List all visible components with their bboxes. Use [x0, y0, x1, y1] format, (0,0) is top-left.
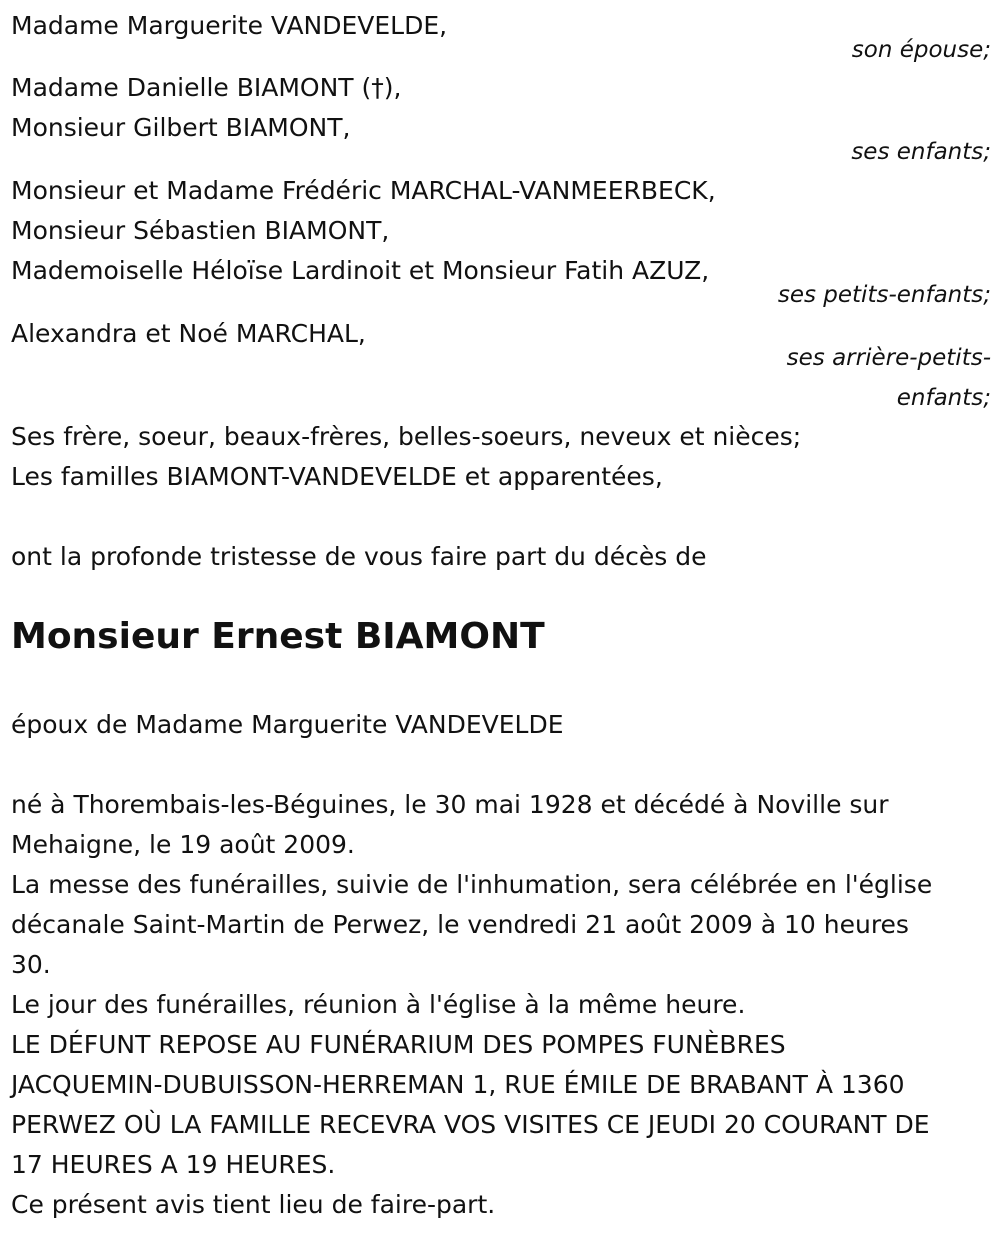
detail-line: LE DÉFUNT REPOSE AU FUNÉRARIUM DES POMPES FUNÈBRES: [11, 1030, 786, 1059]
detail-line: Mehaigne, le 19 août 2009.: [11, 830, 355, 859]
child-line: Monsieur Gilbert BIAMONT,: [11, 113, 351, 142]
detail-line: décanale Saint-Martin de Perwez, le vendredi 21 août 2009 à 10 heures: [11, 910, 909, 939]
spouse-role: son épouse;: [851, 37, 991, 63]
great-grandchildren-role-line2: enfants;: [896, 385, 991, 411]
deceased-name: Monsieur Ernest BIAMONT: [11, 616, 545, 657]
detail-line: 30.: [11, 950, 51, 979]
great-grandchild-line: Alexandra et Noé MARCHAL,: [11, 319, 366, 348]
detail-line: Ce présent avis tient lieu de faire-part.: [11, 1190, 496, 1219]
grandchild-line: Monsieur et Madame Frédéric MARCHAL-VANMEERBECK,: [11, 176, 716, 205]
relatives-line: Les familles BIAMONT-VANDEVELDE et apparentées,: [11, 462, 663, 491]
grandchild-line: Mademoiselle Héloïse Lardinoit et Monsieur Fatih AZUZ,: [11, 256, 710, 285]
relatives-line: Ses frère, soeur, beaux-frères, belles-soeurs, neveux et nièces;: [11, 422, 802, 451]
child-line: Madame Danielle BIAMONT (†),: [11, 73, 402, 102]
detail-line: né à Thorembais-les-Béguines, le 30 mai 1928 et décédé à Noville sur: [11, 790, 889, 819]
detail-line: 17 HEURES A 19 HEURES.: [11, 1150, 336, 1179]
announcement-text: ont la profonde tristesse de vous faire part du décès de: [11, 542, 707, 571]
detail-line: Le jour des funérailles, réunion à l'église à la même heure.: [11, 990, 746, 1019]
great-grandchildren-role-line1: ses arrière-petits-: [786, 345, 991, 371]
spouse-name: Madame Marguerite VANDEVELDE,: [11, 11, 448, 40]
grandchild-line: Monsieur Sébastien BIAMONT,: [11, 216, 390, 245]
detail-line: JACQUEMIN-DUBUISSON-HERREMAN 1, RUE ÉMILE DE BRABANT À 1360: [11, 1070, 905, 1099]
spouse-of-text: époux de Madame Marguerite VANDEVELDE: [11, 710, 564, 739]
grandchildren-role: ses petits-enfants;: [777, 282, 991, 308]
detail-line: La messe des funérailles, suivie de l'inhumation, sera célébrée en l'église: [11, 870, 933, 899]
children-role: ses enfants;: [851, 139, 991, 165]
detail-line: PERWEZ OÙ LA FAMILLE RECEVRA VOS VISITES CE JEUDI 20 COURANT DE: [11, 1110, 930, 1139]
